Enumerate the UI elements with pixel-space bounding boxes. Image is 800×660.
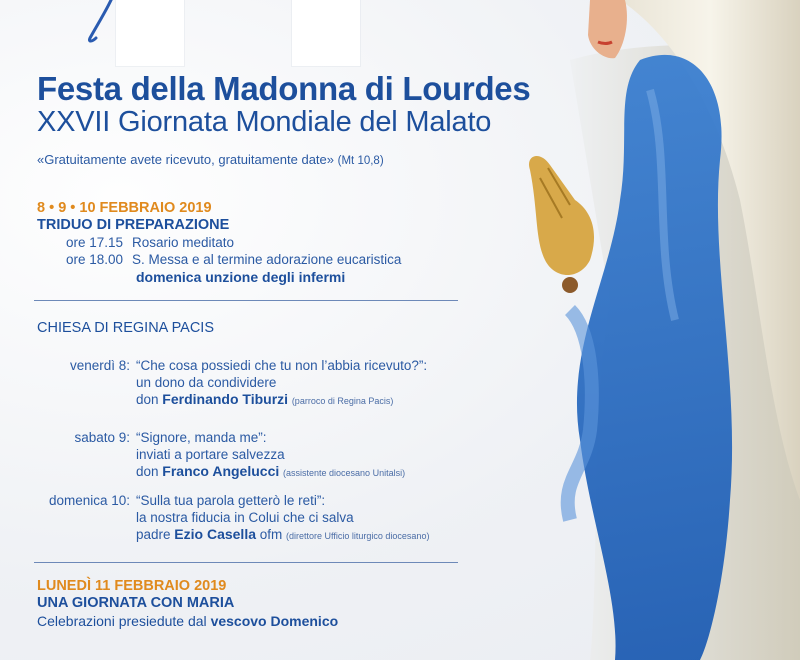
speaker-role: (parroco di Regina Pacis) (291, 396, 394, 406)
quote-text: «Gratuitamente avete ricevuto, gratuitamente date» (37, 152, 335, 167)
divider (34, 300, 458, 301)
event-subtheme: un dono da condividere (136, 375, 277, 390)
schedule-text: Rosario meditato (132, 235, 235, 250)
speaker-name: Ezio Casella (174, 526, 256, 542)
lunedi-title: UNA GIORNATA CON MARIA (37, 595, 235, 611)
schedule-row (66, 235, 234, 250)
speaker-prefix: padre (136, 527, 171, 542)
event-day: sabato 9: (74, 430, 130, 445)
speaker-suffix: ofm (259, 527, 283, 542)
event-day: domenica 10: (48, 493, 130, 508)
quote-reference: (Mt 10,8) (337, 155, 384, 167)
decorative-square (292, 0, 360, 66)
event-speaker-line (136, 526, 429, 545)
schedule-text: S. Messa e al termine adorazione eucaristica (132, 252, 402, 267)
event-speaker-line (136, 463, 405, 482)
event-body (136, 357, 427, 410)
lunedi-date: LUNEDÌ 11 FEBBRAIO 2019 (37, 578, 227, 594)
speaker-role: (assistente diocesano Unitalsi) (283, 468, 406, 478)
event-subtheme: inviati a portare salvezza (136, 447, 285, 462)
schedule-time: ore 18.00 (66, 252, 124, 267)
speaker-prefix: don (136, 392, 159, 407)
event-body (136, 429, 405, 482)
poster-subtitle: XXVII Giornata Mondiale del Malato (37, 106, 492, 138)
event-subtheme: la nostra fiducia in Colui che ci salva (136, 510, 354, 525)
triduo-title: TRIDUO DI PREPARAZIONE (37, 217, 230, 233)
decorative-square (116, 0, 184, 66)
triduo-dates: 8 • 9 • 10 FEBBRAIO 2019 (37, 200, 212, 216)
speaker-name: Ferdinando Tiburzi (162, 391, 289, 407)
celebrant-name: vescovo Domenico (210, 613, 339, 629)
celebration-prefix: Celebrazioni presiedute dal (37, 613, 207, 629)
divider (34, 562, 458, 563)
event-theme: “Sulla tua parola getterò le reti”: (136, 493, 326, 508)
event-theme: “Signore, manda me”: (136, 430, 267, 445)
schedule-time: ore 17.15 (66, 235, 124, 250)
event-speaker-line (136, 391, 427, 410)
celebration-line (37, 613, 338, 629)
scripture-quote (37, 152, 384, 167)
speaker-name: Franco Angelucci (162, 463, 280, 479)
event-body (136, 492, 429, 545)
poster-title: Festa della Madonna di Lourdes (37, 70, 531, 107)
church-name: CHIESA DI REGINA PACIS (37, 320, 215, 336)
event-theme: “Che cosa possiedi che tu non l’abbia ricevuto?”: (136, 358, 428, 373)
speaker-role: (direttore Ufficio liturgico diocesano) (286, 531, 430, 541)
schedule-row (66, 252, 401, 267)
event-day: venerdì 8: (69, 358, 130, 373)
sunday-note: domenica unzione degli infermi (136, 269, 346, 285)
speaker-prefix: don (136, 464, 159, 479)
